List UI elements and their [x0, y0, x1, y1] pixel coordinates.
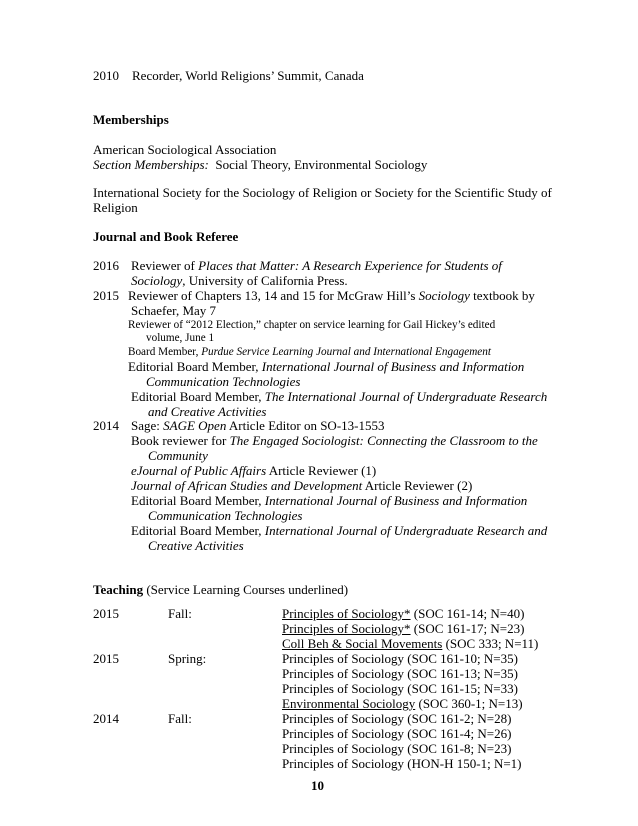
course-details: Principles of Sociology (SOC 161-15; N=33) — [282, 681, 518, 696]
teaching-year: 2014 — [93, 711, 119, 726]
text: Article Reviewer (2) — [362, 478, 473, 493]
referee-2015-line7 — [146, 374, 300, 389]
course-details: (SOC 333; N=11) — [442, 636, 539, 651]
teaching-course — [282, 681, 518, 696]
membership-issr-line2: Religion — [93, 200, 138, 215]
journal-title: eJournal of Public Affairs — [131, 463, 267, 478]
journal-title: The International Journal of Undergraduate Research — [264, 389, 548, 404]
referee-2015-line4: volume, June 1 — [146, 332, 215, 344]
book-title: Places that Matter: A Research Experience for Students of — [198, 258, 502, 273]
service-learning-course: Principles of Sociology* — [282, 606, 411, 621]
teaching-heading — [93, 582, 348, 597]
teaching-course — [282, 666, 518, 681]
text: Article Reviewer (1) — [266, 463, 377, 478]
membership-issr-line1: International Society for the Sociology of Religion or Society for the Scientific Study of — [93, 185, 552, 200]
referee-2014-line5 — [131, 478, 472, 493]
section-value: Social Theory, Environmental Sociology — [215, 157, 428, 172]
course-details: Principles of Sociology (SOC 161-10; N=35) — [282, 651, 518, 666]
text: Editorial Board Member, — [131, 389, 265, 404]
entry-year: 2010 — [93, 68, 119, 83]
top-entry — [93, 68, 364, 83]
teaching-term: Fall: — [168, 606, 192, 621]
referee-2014-line2 — [131, 433, 538, 448]
journal-title: Purdue Service Learning Journal and International Engagement — [201, 346, 491, 358]
teaching-note: (Service Learning Courses underlined) — [143, 582, 349, 597]
referee-2015-line5 — [128, 345, 491, 360]
course-details: Principles of Sociology (SOC 161-8; N=23) — [282, 741, 512, 756]
referee-2015-line9 — [148, 404, 266, 419]
referee-2016-line1 — [131, 258, 502, 273]
teaching-year: 2015 — [93, 606, 119, 621]
text: , University of California Press. — [182, 273, 348, 288]
journal-title: and Creative Activities — [148, 404, 267, 419]
referee-2016-line2 — [131, 273, 348, 288]
referee-2015-line2: Schaefer, May 7 — [131, 303, 217, 318]
teaching-title: Teaching — [93, 582, 144, 597]
entry-text: Recorder, World Religions’ Summit, Canada — [132, 68, 364, 83]
text: Reviewer of — [131, 258, 199, 273]
text: Editorial Board Member, — [128, 359, 262, 374]
page-number: 10 — [311, 778, 324, 793]
text: Article Editor on SO-13-1553 — [226, 418, 385, 433]
referee-2014-year: 2014 — [93, 418, 119, 433]
referee-2014-line3 — [148, 448, 208, 463]
text: Book reviewer for — [131, 433, 230, 448]
teaching-course — [282, 741, 511, 756]
text: textbook by — [469, 288, 535, 303]
referee-2016-year: 2016 — [93, 258, 119, 273]
teaching-course — [282, 726, 511, 741]
teaching-course — [282, 606, 524, 621]
teaching-course — [282, 711, 511, 726]
text: Board Member, — [128, 346, 202, 358]
text: Editorial Board Member, — [131, 493, 265, 508]
journal-title: Communication Technologies — [148, 508, 303, 523]
book-title: Community — [148, 448, 208, 463]
membership-asa: American Sociological Association — [93, 142, 277, 157]
referee-2015-line8 — [131, 389, 547, 404]
referee-2015-line1 — [128, 288, 535, 303]
section-memberships — [93, 157, 427, 172]
service-learning-course: Environmental Sociology — [282, 696, 416, 711]
text: Reviewer of Chapters 13, 14 and 15 for McGraw Hill’s — [128, 288, 419, 303]
referee-2014-line1 — [131, 418, 384, 433]
teaching-course — [282, 621, 524, 636]
referee-2014-line9 — [148, 538, 244, 553]
journal-title: Journal of African Studies and Development — [131, 478, 363, 493]
course-details: (SOC 360-1; N=13) — [415, 696, 523, 711]
referee-2014-line7 — [148, 508, 302, 523]
teaching-term: Spring: — [168, 651, 207, 666]
referee-heading: Journal and Book Referee — [93, 229, 239, 244]
teaching-course — [282, 651, 518, 666]
teaching-term: Fall: — [168, 711, 192, 726]
journal-title: SAGE Open — [163, 418, 227, 433]
journal-title: International Journal of Business and Information — [261, 359, 525, 374]
journal-title: Creative Activities — [148, 538, 244, 553]
book-title: Sociology — [418, 288, 470, 303]
teaching-year: 2015 — [93, 651, 119, 666]
text: Editorial Board Member, — [131, 523, 265, 538]
referee-2015-line3: Reviewer of “2012 Election,” chapter on service learning for Gail Hickey’s edited — [128, 319, 496, 331]
course-details: Principles of Sociology (SOC 161-2; N=28) — [282, 711, 512, 726]
course-details: Principles of Sociology (SOC 161-4; N=26) — [282, 726, 512, 741]
memberships-heading: Memberships — [93, 112, 169, 127]
teaching-course — [282, 756, 522, 771]
book-title: The Engaged Sociologist: Connecting the Classroom to the — [229, 433, 538, 448]
course-details: (SOC 161-14; N=40) — [410, 606, 525, 621]
teaching-course — [282, 636, 538, 651]
referee-2014-line6 — [131, 493, 527, 508]
journal-title: Communication Technologies — [146, 374, 301, 389]
book-title: Sociology — [131, 273, 183, 288]
referee-2015-year: 2015 — [93, 288, 119, 303]
text: Sage: — [131, 418, 164, 433]
referee-2015-line6 — [128, 359, 524, 374]
course-details: (SOC 161-17; N=23) — [410, 621, 525, 636]
course-details: Principles of Sociology (SOC 161-13; N=35) — [282, 666, 518, 681]
section-label: Section Memberships: — [93, 157, 209, 172]
service-learning-course: Principles of Sociology* — [282, 621, 411, 636]
course-details: Principles of Sociology (HON-H 150-1; N=1) — [282, 756, 522, 771]
service-learning-course: Coll Beh & Social Movements — [282, 636, 443, 651]
journal-title: International Journal of Business and Information — [264, 493, 528, 508]
journal-title: International Journal of Undergraduate Research and — [264, 523, 548, 538]
referee-2014-line4 — [131, 463, 376, 478]
teaching-course — [282, 696, 523, 711]
referee-2014-line8 — [131, 523, 547, 538]
